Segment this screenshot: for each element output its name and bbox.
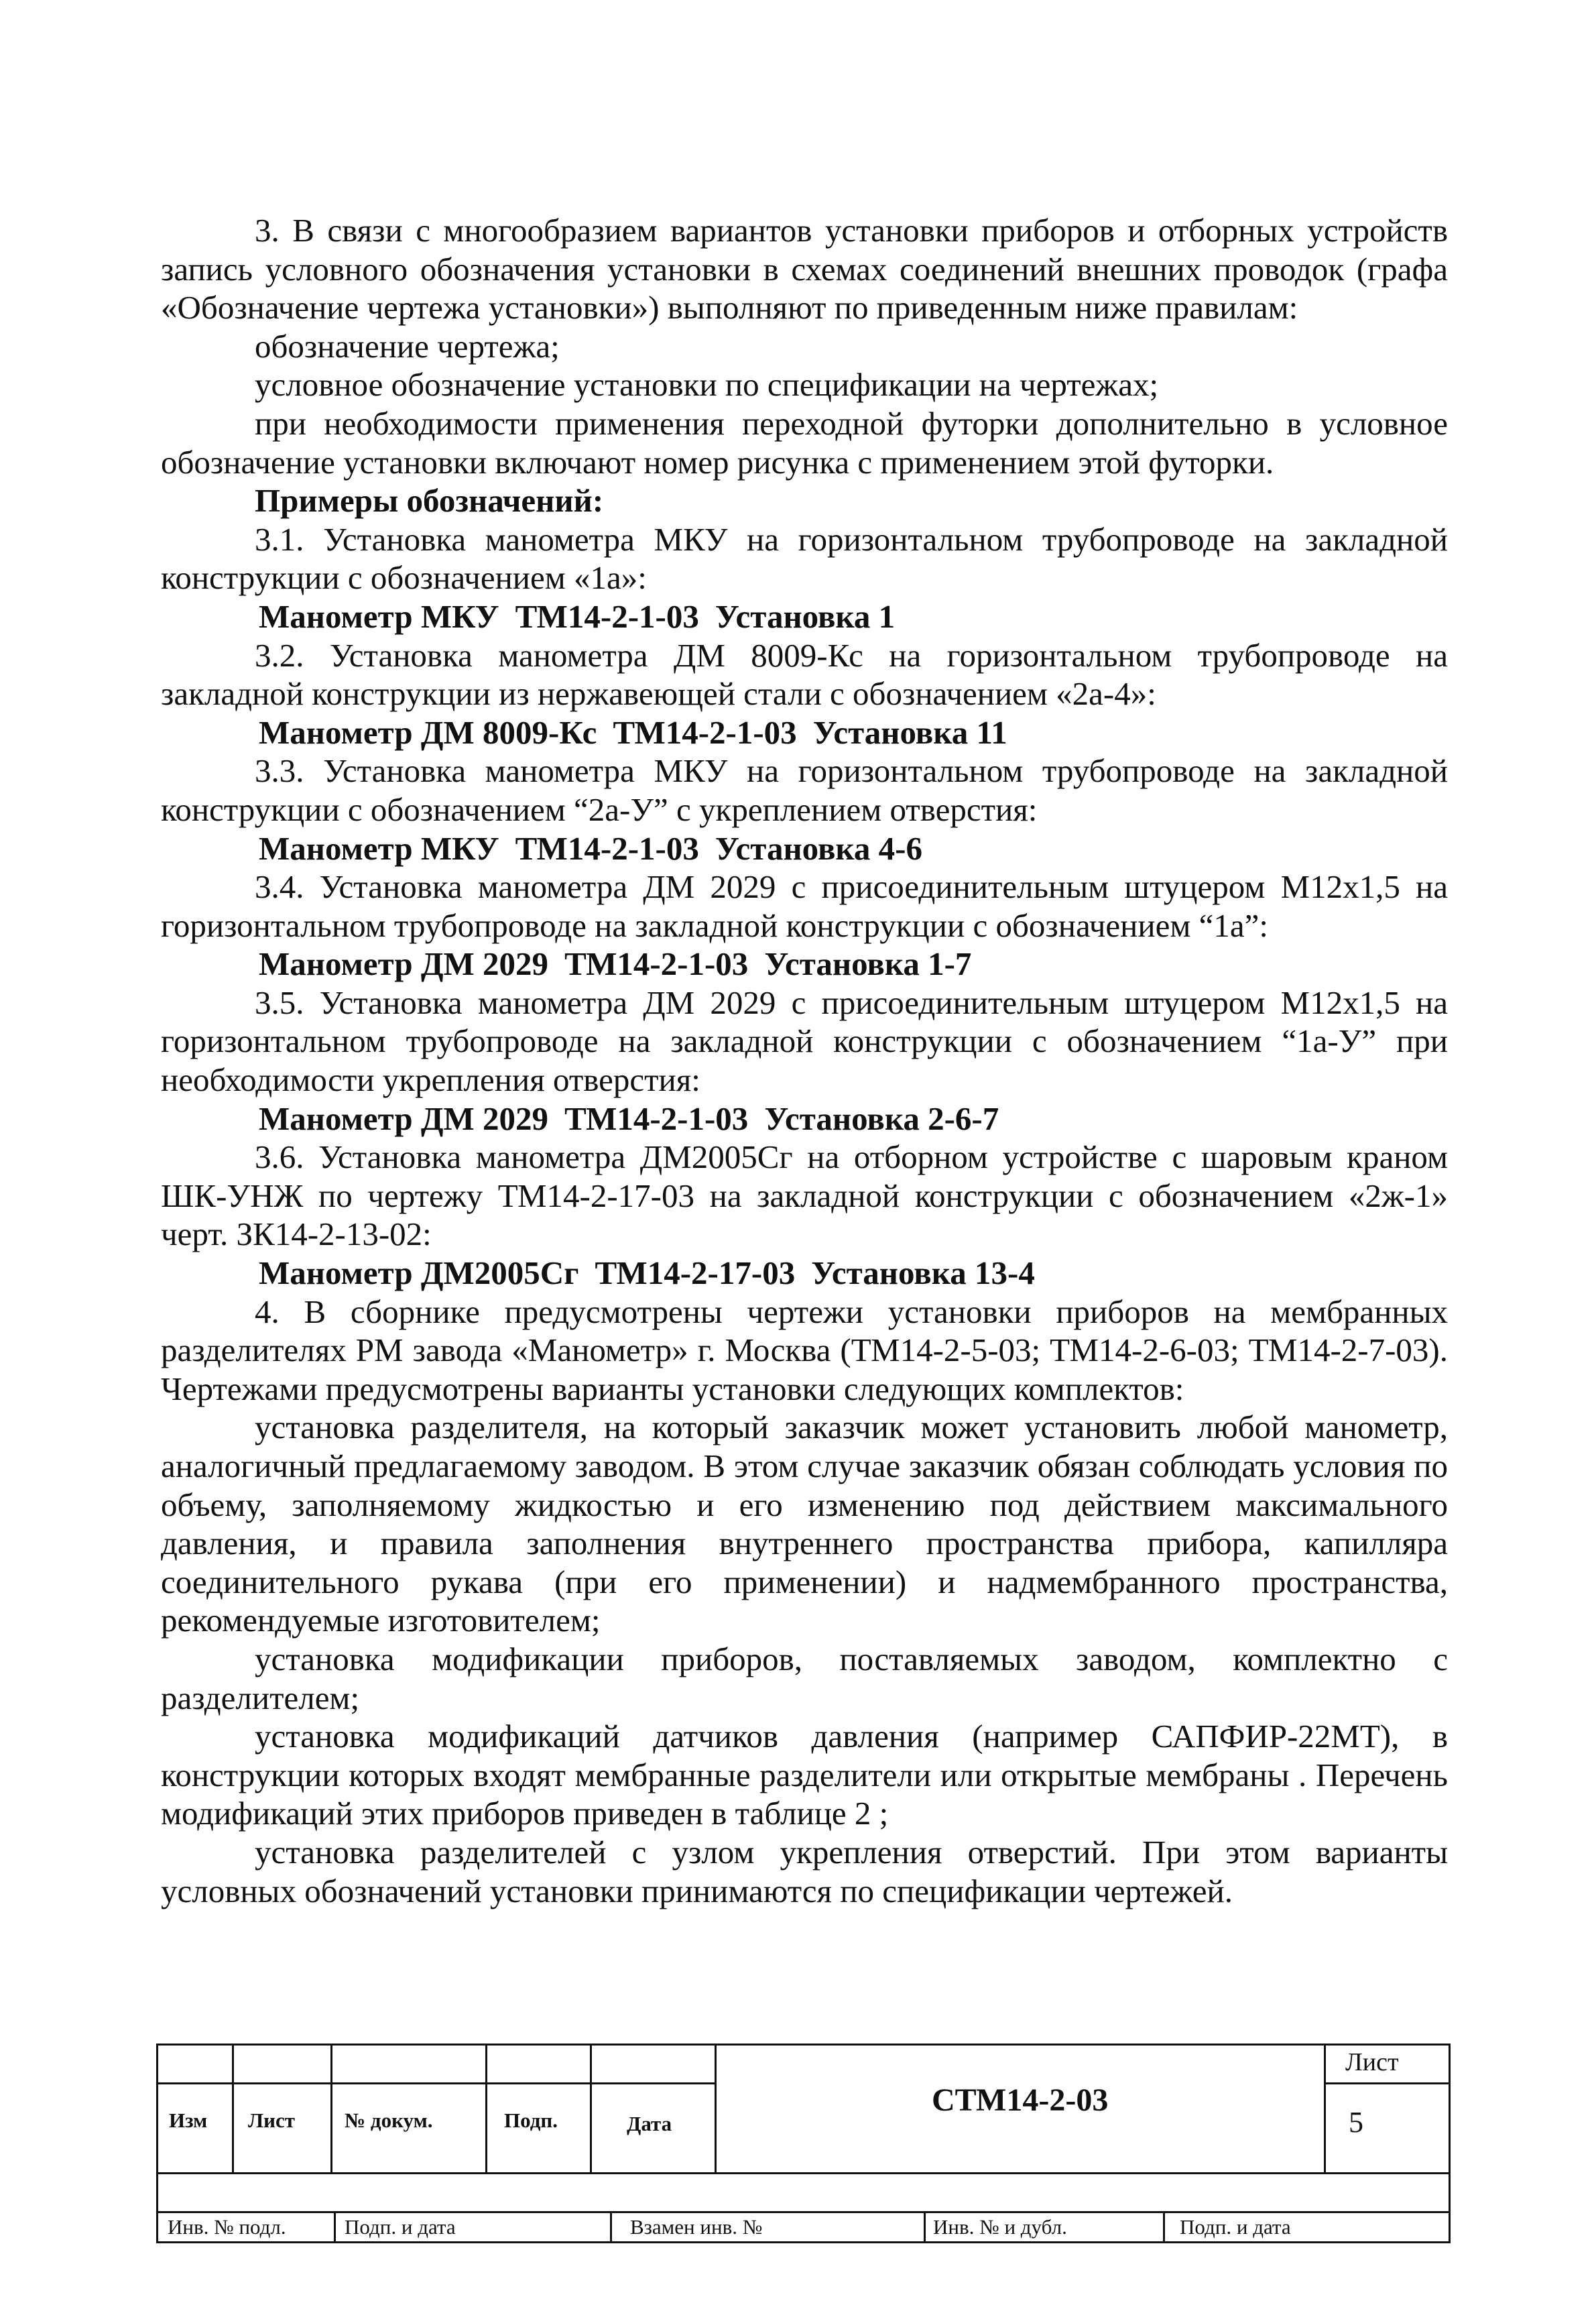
example-text: 3.5. Установка манометра ДМ 2029 с присоединительным штуцером М12х1,5 на горизонтальном трубопроводе на закладной конструкции с обозначением “1а-У” при необходимости укрепления отверстия: (161, 984, 1448, 1099)
example-designation: Манометр МКУ ТМ14-2-1-03 Установка 4-6 (259, 829, 922, 867)
paragraph-3: 3. В связи с многообразием вариантов установки приборов и отборных устройств запись условного обозначения установки в схемах соединений внешних проводок (графа «Обозначение чертежа установки») выполняют по приведенным ниже правилам: (161, 212, 1448, 327)
footer-inv-original: Инв. № подл. (168, 2215, 286, 2239)
example-designation: Манометр ДМ 8009-Кс ТМ14-2-1-03 Установка 11 (259, 713, 1007, 751)
sheet-label: Лист (1345, 2048, 1399, 2076)
example-text: 3.2. Установка манометра ДМ 8009-Кс на горизонтальном трубопроводе на закладной конструкции из нержавеющей стали с обозначением «2а-4»: (161, 636, 1448, 713)
footer-inv-duplicate: Инв. № и дубл. (933, 2215, 1067, 2239)
example-designation: Манометр МКУ ТМ14-2-1-03 Установка 1 (259, 597, 896, 635)
document-code: СТМ14-2-03 (932, 2082, 1109, 2118)
header-date: Дата (627, 2112, 672, 2135)
example-text: 3.3. Установка манометра МКУ на горизонтальном трубопроводе на закладной конструкции с обозначением “2а-У” с укреплением отверстия: (161, 752, 1448, 828)
list-item: установка разделителя, на который заказчик может установить любой манометр, аналогичный предлагаемому заводом. В этом случае заказчик обязан соблюдать условия по объему, заполняемому жидкостью и его изменению под действием максимального давления, и правила заполнения внутреннего пространства прибора, капилляра соединительного рукава (при его применении) и надмембранного пространства, рекомендуемые изготовителем; (161, 1409, 1448, 1639)
example-designation: Манометр ДМ 2029 ТМ14-2-1-03 Установка 1-7 (259, 945, 972, 983)
header-izm: Изм (169, 2109, 208, 2132)
example-designation: Манометр ДМ2005Сг ТМ14-2-17-03 Установка 13-4 (259, 1254, 1035, 1292)
example-text: 3.1. Установка манометра МКУ на горизонтальном трубопроводе на закладной конструкции с обозначением «1а»: (161, 520, 1448, 597)
example-designation: Манометр ДМ 2029 ТМ14-2-1-03 Установка 2-6-7 (259, 1100, 999, 1137)
rule-item: обозначение чертежа; (255, 327, 560, 365)
header-doc-number: № докум. (345, 2109, 433, 2132)
header-signature: Подп. (504, 2109, 558, 2132)
list-item: установка разделителей с узлом укрепления отверстий. При этом варианты условных обозначений установки принимаются по спецификации чертежей. (161, 1833, 1448, 1909)
list-item: установка модификаций датчиков давления (например САПФИР-22МТ), в конструкции которых входят мембранные разделители или открытые мембраны . Перечень модификаций этих приборов приведен в таблице 2 ; (161, 1718, 1448, 1832)
paragraph-4: 4. В сборнике предусмотрены чертежи установки приборов на мембранных разделителях РМ завода «Манометр» г. Москва (ТМ14-2-5-03; ТМ14-2-6-03; ТМ14-2-7-03). Чертежами предусмотрены варианты установки следующих комплектов: (161, 1293, 1448, 1407)
footer-sign-date-2: Подп. и дата (1180, 2215, 1291, 2239)
footer-replaced-inv: Взамен инв. № (630, 2215, 763, 2239)
example-text: 3.6. Установка манометра ДМ2005Сг на отборном устройстве с шаровым краном ШК-УНЖ по чертежу ТМ14-2-17-03 на закладной конструкции с обозначением «2ж-1» черт. ЗК14-2-13-02: (161, 1138, 1448, 1253)
list-item: установка модификации приборов, поставляемых заводом, комплектно с разделителем; (161, 1640, 1448, 1716)
footer-sign-date: Подп. и дата (345, 2215, 456, 2239)
example-text: 3.4. Установка манометра ДМ 2029 с присоединительным штуцером М12х1,5 на горизонтальном трубопроводе на закладной конструкции с обозначением “1а”: (161, 868, 1448, 944)
rule-item: при необходимости применения переходной футорки дополнительно в условное обозначение установки включают номер рисунка с применением этой футорки. (161, 404, 1448, 481)
examples-heading: Примеры обозначений: (255, 482, 604, 520)
rule-item: условное обозначение установки по спецификации на чертежах; (255, 366, 1159, 404)
header-list: Лист (248, 2109, 295, 2132)
sheet-number: 5 (1349, 2106, 1363, 2139)
document-body (161, 211, 1448, 1910)
